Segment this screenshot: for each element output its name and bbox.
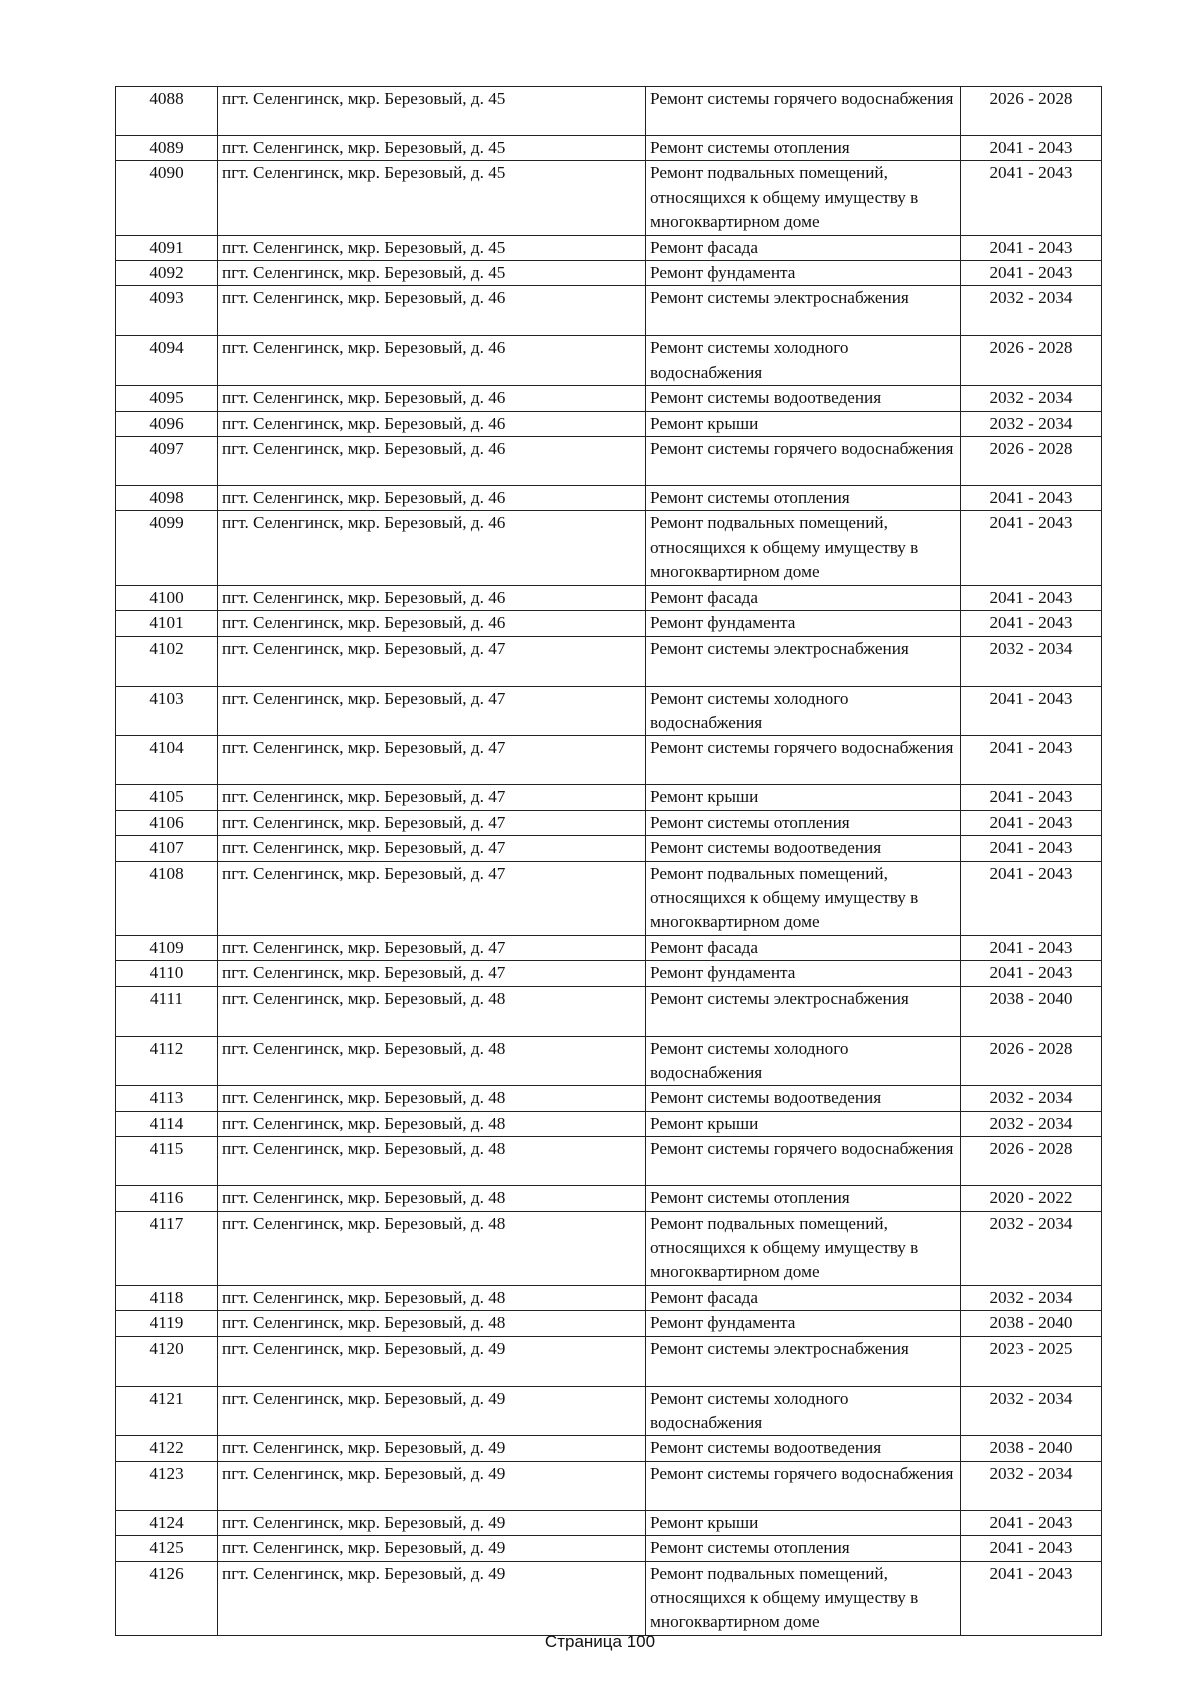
table-row bbox=[116, 1561, 1102, 1635]
row-period: 2041 - 2043 bbox=[961, 861, 1102, 935]
row-number: 4088 bbox=[116, 87, 218, 136]
row-address: пгт. Селенгинск, мкр. Березовый, д. 46 bbox=[218, 286, 646, 336]
row-work-type: Ремонт системы горячего водоснабжения bbox=[646, 437, 961, 486]
row-work-type: Ремонт крыши bbox=[646, 1510, 961, 1535]
row-work-type: Ремонт фасада bbox=[646, 235, 961, 260]
table-row bbox=[116, 585, 1102, 610]
row-address: пгт. Селенгинск, мкр. Березовый, д. 49 bbox=[218, 1510, 646, 1535]
row-period: 2032 - 2034 bbox=[961, 1386, 1102, 1436]
row-work-type: Ремонт подвальных помещений, относящихся к общему имуществу в многоквартирном доме bbox=[646, 861, 961, 935]
row-address: пгт. Селенгинск, мкр. Березовый, д. 48 bbox=[218, 986, 646, 1036]
row-address: пгт. Селенгинск, мкр. Березовый, д. 46 bbox=[218, 411, 646, 436]
row-address: пгт. Селенгинск, мкр. Березовый, д. 49 bbox=[218, 1336, 646, 1386]
table-row bbox=[116, 136, 1102, 161]
row-period: 2041 - 2043 bbox=[961, 136, 1102, 161]
row-address: пгт. Селенгинск, мкр. Березовый, д. 45 bbox=[218, 261, 646, 286]
row-period: 2041 - 2043 bbox=[961, 235, 1102, 260]
row-work-type: Ремонт системы отопления bbox=[646, 1186, 961, 1211]
row-work-type: Ремонт системы отопления bbox=[646, 1536, 961, 1561]
row-work-type: Ремонт фундамента bbox=[646, 1311, 961, 1336]
row-work-type: Ремонт системы водоотведения bbox=[646, 1436, 961, 1461]
row-number: 4120 bbox=[116, 1336, 218, 1386]
row-period: 2041 - 2043 bbox=[961, 1510, 1102, 1535]
row-period: 2041 - 2043 bbox=[961, 486, 1102, 511]
row-address: пгт. Селенгинск, мкр. Березовый, д. 48 bbox=[218, 1311, 646, 1336]
table-row bbox=[116, 87, 1102, 136]
row-period: 2041 - 2043 bbox=[961, 961, 1102, 986]
table-row bbox=[116, 235, 1102, 260]
table-row bbox=[116, 336, 1102, 386]
row-work-type: Ремонт подвальных помещений, относящихся к общему имуществу в многоквартирном доме bbox=[646, 1211, 961, 1285]
page-number: Страница 100 bbox=[544, 1632, 656, 1651]
row-address: пгт. Селенгинск, мкр. Березовый, д. 45 bbox=[218, 161, 646, 235]
table-row bbox=[116, 1285, 1102, 1310]
row-period: 2026 - 2028 bbox=[961, 87, 1102, 136]
row-work-type: Ремонт крыши bbox=[646, 785, 961, 810]
row-work-type: Ремонт системы отопления bbox=[646, 810, 961, 835]
row-period: 2032 - 2034 bbox=[961, 411, 1102, 436]
row-period: 2032 - 2034 bbox=[961, 286, 1102, 336]
row-period: 2041 - 2043 bbox=[961, 736, 1102, 785]
row-number: 4115 bbox=[116, 1137, 218, 1186]
row-address: пгт. Селенгинск, мкр. Березовый, д. 47 bbox=[218, 810, 646, 835]
row-address: пгт. Селенгинск, мкр. Березовый, д. 48 bbox=[218, 1211, 646, 1285]
row-address: пгт. Селенгинск, мкр. Березовый, д. 46 bbox=[218, 386, 646, 411]
row-address: пгт. Селенгинск, мкр. Березовый, д. 47 bbox=[218, 636, 646, 686]
row-address: пгт. Селенгинск, мкр. Березовый, д. 46 bbox=[218, 611, 646, 636]
row-number: 4109 bbox=[116, 935, 218, 960]
table-row bbox=[116, 836, 1102, 861]
row-address: пгт. Селенгинск, мкр. Березовый, д. 48 bbox=[218, 1086, 646, 1111]
row-address: пгт. Селенгинск, мкр. Березовый, д. 49 bbox=[218, 1461, 646, 1510]
row-work-type: Ремонт фундамента bbox=[646, 961, 961, 986]
row-number: 4112 bbox=[116, 1036, 218, 1086]
row-address: пгт. Селенгинск, мкр. Березовый, д. 46 bbox=[218, 437, 646, 486]
row-work-type: Ремонт фасада bbox=[646, 585, 961, 610]
table-row bbox=[116, 286, 1102, 336]
table-row bbox=[116, 736, 1102, 785]
row-number: 4101 bbox=[116, 611, 218, 636]
row-period: 2041 - 2043 bbox=[961, 836, 1102, 861]
table-row bbox=[116, 1536, 1102, 1561]
row-period: 2026 - 2028 bbox=[961, 1036, 1102, 1086]
row-number: 4110 bbox=[116, 961, 218, 986]
table-row bbox=[116, 1336, 1102, 1386]
row-number: 4123 bbox=[116, 1461, 218, 1510]
table-row bbox=[116, 1211, 1102, 1285]
row-work-type: Ремонт системы горячего водоснабжения bbox=[646, 1461, 961, 1510]
row-address: пгт. Селенгинск, мкр. Березовый, д. 48 bbox=[218, 1285, 646, 1310]
row-number: 4121 bbox=[116, 1386, 218, 1436]
row-work-type: Ремонт крыши bbox=[646, 1111, 961, 1136]
table-row bbox=[116, 935, 1102, 960]
row-period: 2041 - 2043 bbox=[961, 1561, 1102, 1635]
table-row bbox=[116, 986, 1102, 1036]
row-period: 2026 - 2028 bbox=[961, 1137, 1102, 1186]
table-row bbox=[116, 636, 1102, 686]
row-address: пгт. Селенгинск, мкр. Березовый, д. 47 bbox=[218, 836, 646, 861]
row-period: 2041 - 2043 bbox=[961, 511, 1102, 585]
row-work-type: Ремонт системы отопления bbox=[646, 486, 961, 511]
row-period: 2041 - 2043 bbox=[961, 585, 1102, 610]
row-address: пгт. Селенгинск, мкр. Березовый, д. 48 bbox=[218, 1137, 646, 1186]
row-number: 4089 bbox=[116, 136, 218, 161]
row-work-type: Ремонт подвальных помещений, относящихся к общему имуществу в многоквартирном доме bbox=[646, 161, 961, 235]
table-row bbox=[116, 486, 1102, 511]
row-number: 4097 bbox=[116, 437, 218, 486]
row-work-type: Ремонт системы водоотведения bbox=[646, 836, 961, 861]
row-number: 4118 bbox=[116, 1285, 218, 1310]
row-work-type: Ремонт системы горячего водоснабжения bbox=[646, 1137, 961, 1186]
row-period: 2041 - 2043 bbox=[961, 935, 1102, 960]
table-row bbox=[116, 686, 1102, 736]
table-row bbox=[116, 1137, 1102, 1186]
table-row bbox=[116, 1436, 1102, 1461]
row-period: 2038 - 2040 bbox=[961, 986, 1102, 1036]
row-address: пгт. Селенгинск, мкр. Березовый, д. 49 bbox=[218, 1386, 646, 1436]
row-address: пгт. Селенгинск, мкр. Березовый, д. 46 bbox=[218, 511, 646, 585]
table-row bbox=[116, 785, 1102, 810]
row-number: 4094 bbox=[116, 336, 218, 386]
row-work-type: Ремонт системы электроснабжения bbox=[646, 286, 961, 336]
row-number: 4092 bbox=[116, 261, 218, 286]
row-period: 2041 - 2043 bbox=[961, 785, 1102, 810]
row-work-type: Ремонт подвальных помещений, относящихся к общему имуществу в многоквартирном доме bbox=[646, 1561, 961, 1635]
row-number: 4093 bbox=[116, 286, 218, 336]
row-period: 2041 - 2043 bbox=[961, 1536, 1102, 1561]
row-work-type: Ремонт системы водоотведения bbox=[646, 386, 961, 411]
row-period: 2020 - 2022 bbox=[961, 1186, 1102, 1211]
row-number: 4119 bbox=[116, 1311, 218, 1336]
row-number: 4117 bbox=[116, 1211, 218, 1285]
row-number: 4100 bbox=[116, 585, 218, 610]
row-address: пгт. Селенгинск, мкр. Березовый, д. 47 bbox=[218, 736, 646, 785]
table-row bbox=[116, 1311, 1102, 1336]
row-period: 2041 - 2043 bbox=[961, 611, 1102, 636]
table-row bbox=[116, 1111, 1102, 1136]
row-work-type: Ремонт системы горячего водоснабжения bbox=[646, 87, 961, 136]
row-number: 4111 bbox=[116, 986, 218, 1036]
row-address: пгт. Селенгинск, мкр. Березовый, д. 47 bbox=[218, 686, 646, 736]
row-work-type: Ремонт фасада bbox=[646, 935, 961, 960]
row-period: 2026 - 2028 bbox=[961, 437, 1102, 486]
table-body bbox=[116, 87, 1102, 1636]
table-row bbox=[116, 1461, 1102, 1510]
row-address: пгт. Селенгинск, мкр. Березовый, д. 48 bbox=[218, 1186, 646, 1211]
row-work-type: Ремонт системы электроснабжения bbox=[646, 1336, 961, 1386]
row-period: 2023 - 2025 bbox=[961, 1336, 1102, 1386]
row-work-type: Ремонт системы горячего водоснабжения bbox=[646, 736, 961, 785]
row-number: 4103 bbox=[116, 686, 218, 736]
row-work-type: Ремонт подвальных помещений, относящихся к общему имуществу в многоквартирном доме bbox=[646, 511, 961, 585]
row-work-type: Ремонт фундамента bbox=[646, 261, 961, 286]
row-period: 2032 - 2034 bbox=[961, 1211, 1102, 1285]
row-period: 2032 - 2034 bbox=[961, 1086, 1102, 1111]
row-period: 2032 - 2034 bbox=[961, 636, 1102, 686]
row-work-type: Ремонт системы электроснабжения bbox=[646, 986, 961, 1036]
table-row bbox=[116, 1086, 1102, 1111]
row-number: 4095 bbox=[116, 386, 218, 411]
row-work-type: Ремонт системы электроснабжения bbox=[646, 636, 961, 686]
row-work-type: Ремонт крыши bbox=[646, 411, 961, 436]
row-address: пгт. Селенгинск, мкр. Березовый, д. 47 bbox=[218, 961, 646, 986]
row-period: 2041 - 2043 bbox=[961, 686, 1102, 736]
row-period: 2032 - 2034 bbox=[961, 1461, 1102, 1510]
row-number: 4125 bbox=[116, 1536, 218, 1561]
row-work-type: Ремонт системы холодного водоснабжения bbox=[646, 1036, 961, 1086]
row-period: 2038 - 2040 bbox=[961, 1436, 1102, 1461]
row-address: пгт. Селенгинск, мкр. Березовый, д. 48 bbox=[218, 1036, 646, 1086]
row-period: 2032 - 2034 bbox=[961, 386, 1102, 411]
row-number: 4113 bbox=[116, 1086, 218, 1111]
row-work-type: Ремонт фасада bbox=[646, 1285, 961, 1310]
row-period: 2026 - 2028 bbox=[961, 336, 1102, 386]
table-row bbox=[116, 261, 1102, 286]
table-row bbox=[116, 611, 1102, 636]
row-number: 4091 bbox=[116, 235, 218, 260]
row-number: 4090 bbox=[116, 161, 218, 235]
row-address: пгт. Селенгинск, мкр. Березовый, д. 45 bbox=[218, 87, 646, 136]
row-work-type: Ремонт системы отопления bbox=[646, 136, 961, 161]
row-number: 4108 bbox=[116, 861, 218, 935]
table-row bbox=[116, 961, 1102, 986]
row-number: 4106 bbox=[116, 810, 218, 835]
row-number: 4114 bbox=[116, 1111, 218, 1136]
table-row bbox=[116, 861, 1102, 935]
row-address: пгт. Селенгинск, мкр. Березовый, д. 46 bbox=[218, 336, 646, 386]
row-work-type: Ремонт фундамента bbox=[646, 611, 961, 636]
row-period: 2041 - 2043 bbox=[961, 161, 1102, 235]
row-period: 2032 - 2034 bbox=[961, 1111, 1102, 1136]
table-row bbox=[116, 161, 1102, 235]
row-number: 4126 bbox=[116, 1561, 218, 1635]
row-number: 4096 bbox=[116, 411, 218, 436]
table-row bbox=[116, 437, 1102, 486]
row-address: пгт. Селенгинск, мкр. Березовый, д. 49 bbox=[218, 1561, 646, 1635]
row-address: пгт. Селенгинск, мкр. Березовый, д. 49 bbox=[218, 1536, 646, 1561]
table-row bbox=[116, 386, 1102, 411]
row-number: 4099 bbox=[116, 511, 218, 585]
table-row bbox=[116, 1186, 1102, 1211]
row-number: 4102 bbox=[116, 636, 218, 686]
row-number: 4105 bbox=[116, 785, 218, 810]
row-address: пгт. Селенгинск, мкр. Березовый, д. 47 bbox=[218, 935, 646, 960]
repair-schedule-table bbox=[115, 86, 1102, 1636]
table-row bbox=[116, 411, 1102, 436]
row-work-type: Ремонт системы холодного водоснабжения bbox=[646, 1386, 961, 1436]
row-number: 4116 bbox=[116, 1186, 218, 1211]
row-address: пгт. Селенгинск, мкр. Березовый, д. 49 bbox=[218, 1436, 646, 1461]
row-number: 4107 bbox=[116, 836, 218, 861]
row-address: пгт. Селенгинск, мкр. Березовый, д. 45 bbox=[218, 235, 646, 260]
row-period: 2038 - 2040 bbox=[961, 1311, 1102, 1336]
row-work-type: Ремонт системы холодного водоснабжения bbox=[646, 686, 961, 736]
table-row bbox=[116, 1036, 1102, 1086]
table-row bbox=[116, 1386, 1102, 1436]
row-number: 4122 bbox=[116, 1436, 218, 1461]
row-period: 2041 - 2043 bbox=[961, 810, 1102, 835]
row-number: 4104 bbox=[116, 736, 218, 785]
row-number: 4124 bbox=[116, 1510, 218, 1535]
row-work-type: Ремонт системы водоотведения bbox=[646, 1086, 961, 1111]
row-address: пгт. Селенгинск, мкр. Березовый, д. 45 bbox=[218, 136, 646, 161]
table-row bbox=[116, 810, 1102, 835]
row-address: пгт. Селенгинск, мкр. Березовый, д. 48 bbox=[218, 1111, 646, 1136]
row-address: пгт. Селенгинск, мкр. Березовый, д. 47 bbox=[218, 785, 646, 810]
row-address: пгт. Селенгинск, мкр. Березовый, д. 46 bbox=[218, 486, 646, 511]
row-period: 2032 - 2034 bbox=[961, 1285, 1102, 1310]
table-row bbox=[116, 1510, 1102, 1535]
row-address: пгт. Селенгинск, мкр. Березовый, д. 46 bbox=[218, 585, 646, 610]
row-address: пгт. Селенгинск, мкр. Березовый, д. 47 bbox=[218, 861, 646, 935]
table-row bbox=[116, 511, 1102, 585]
row-number: 4098 bbox=[116, 486, 218, 511]
row-period: 2041 - 2043 bbox=[961, 261, 1102, 286]
row-work-type: Ремонт системы холодного водоснабжения bbox=[646, 336, 961, 386]
